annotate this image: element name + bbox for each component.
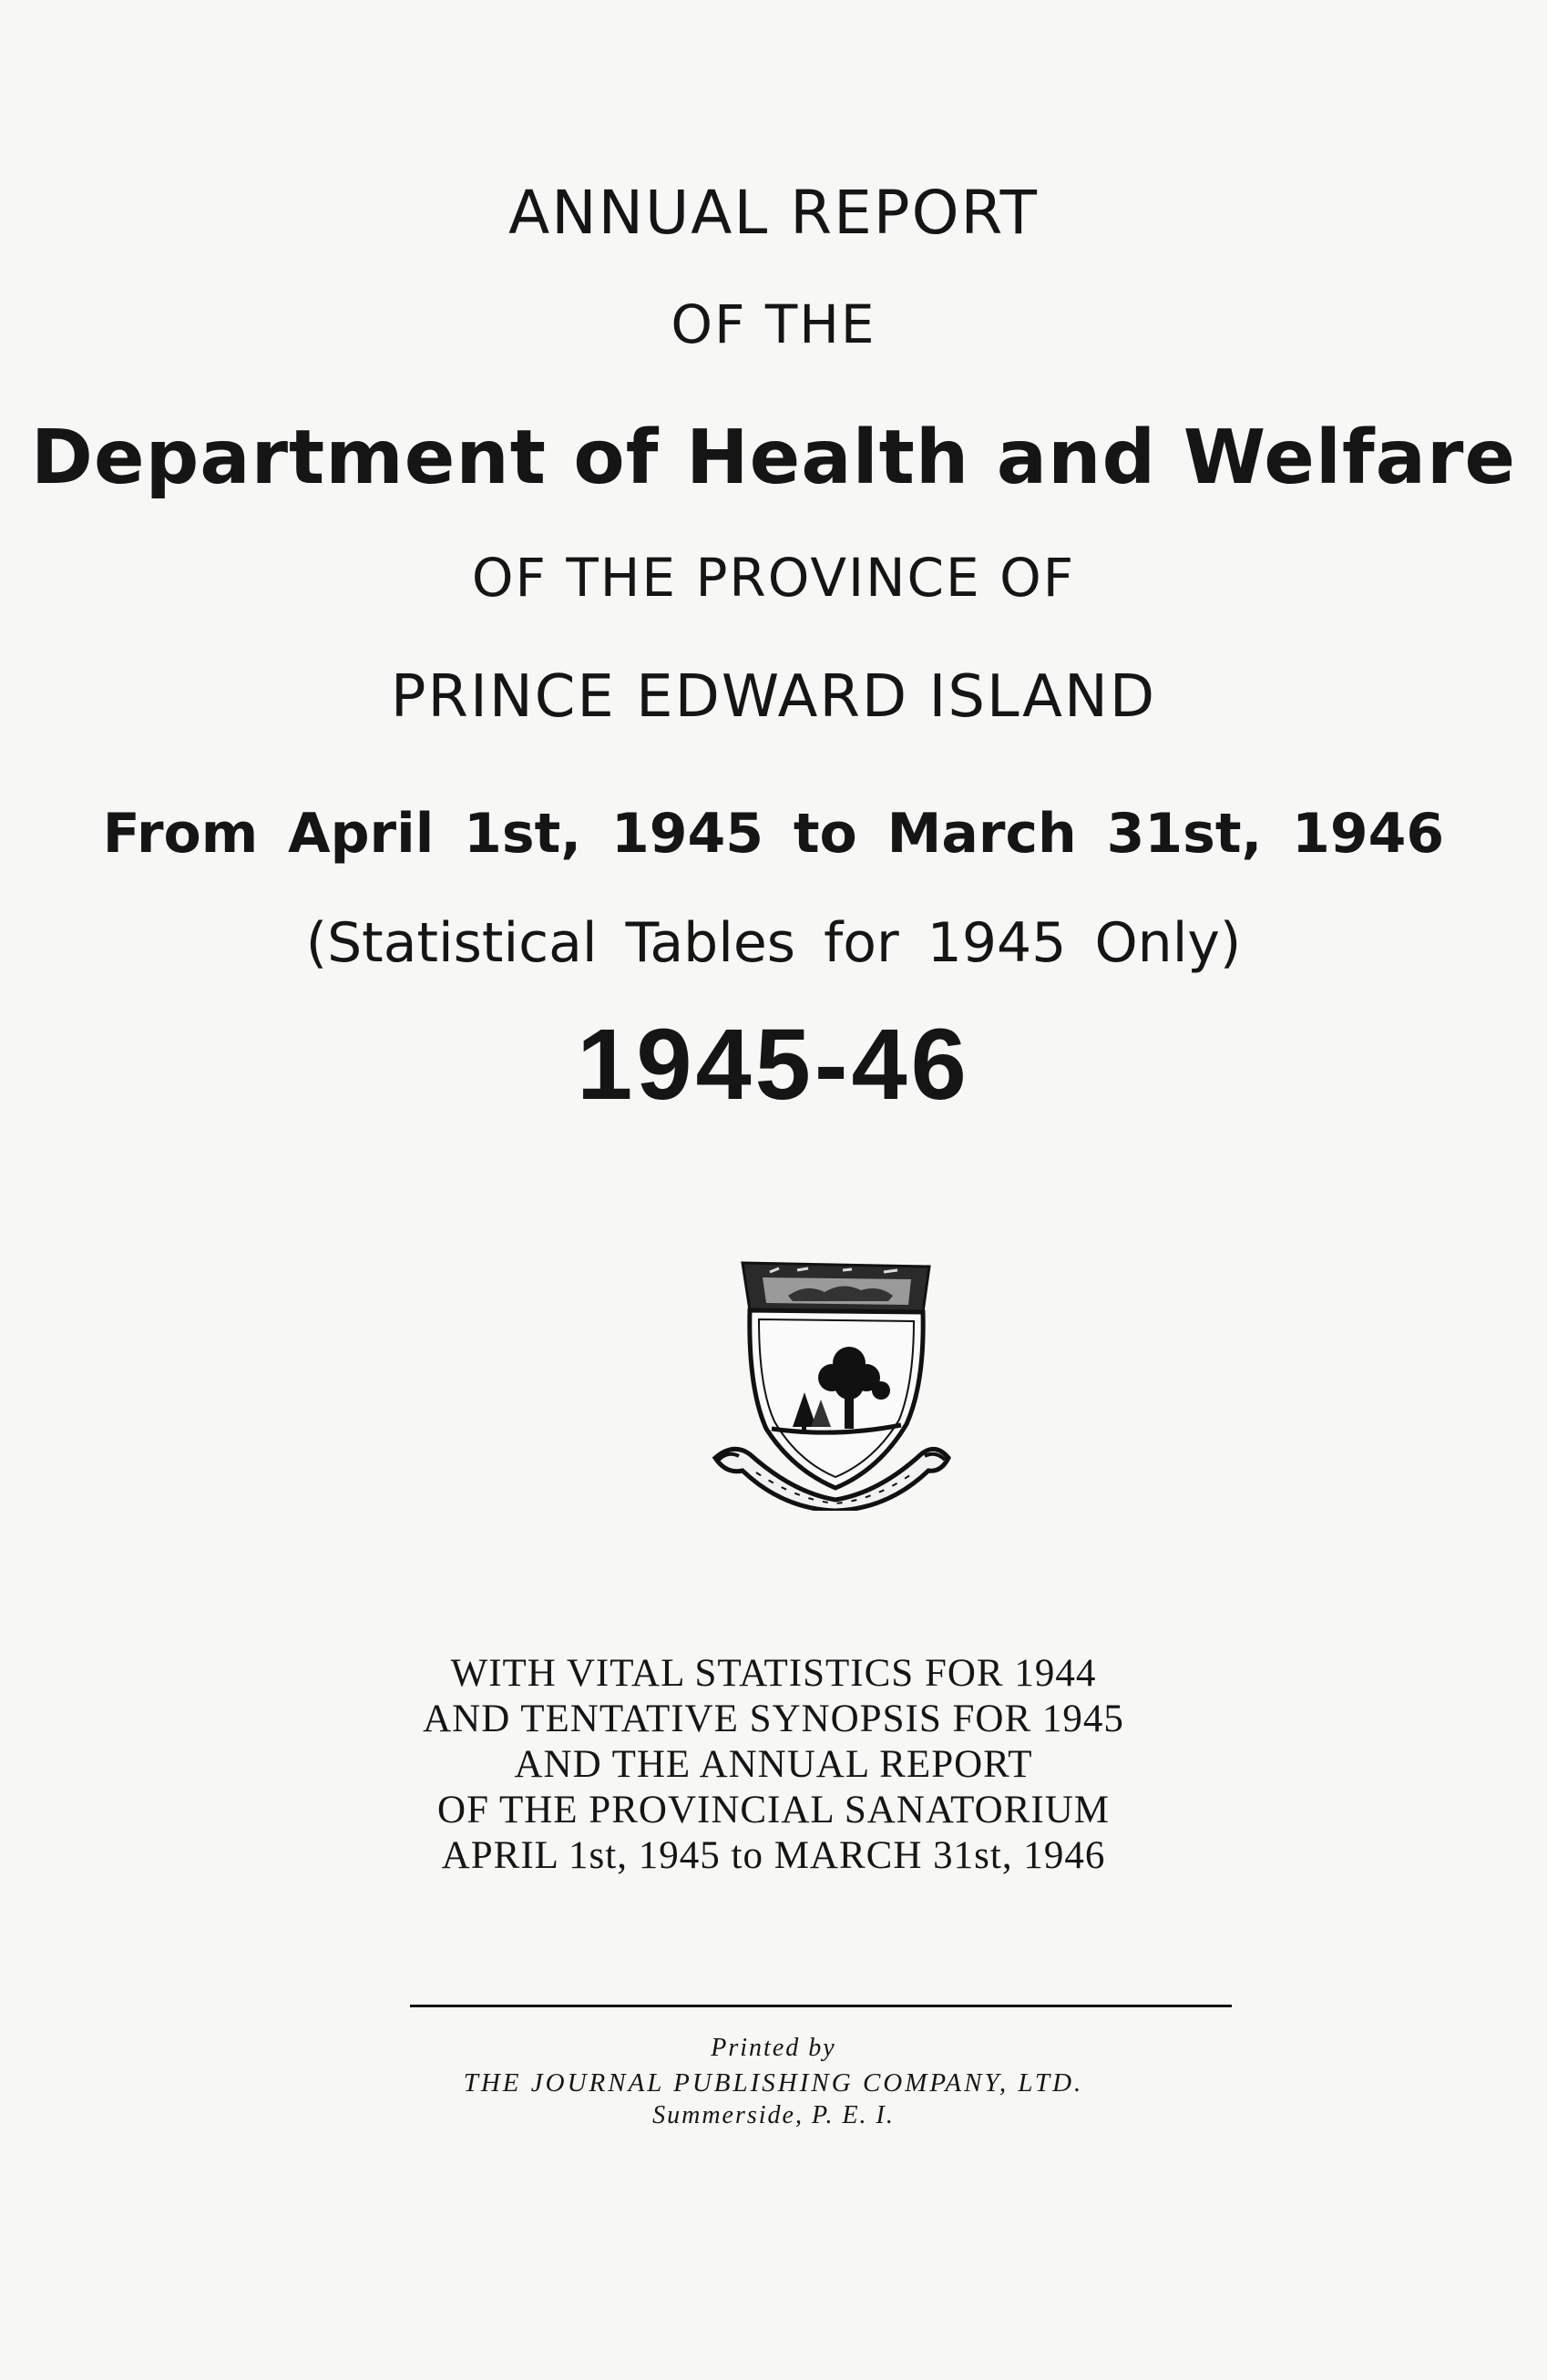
horizontal-rule (410, 2005, 1232, 2007)
publisher-location: Summerside, P. E. I. (652, 2101, 895, 2129)
subtitle-line: AND THE ANNUAL REPORT (514, 1743, 1033, 1786)
title-department-name: Department of Health and Welfare (30, 415, 1517, 501)
report-year: 1945-46 (577, 1009, 970, 1121)
subtitle-line: WITH VITAL STATISTICS FOR 1944 (450, 1652, 1097, 1695)
report-period: From April 1st, 1945 to March 31st, 1946 (102, 802, 1445, 866)
subtitle-line: OF THE PROVINCIAL SANATORIUM (437, 1789, 1110, 1831)
printed-by-label: Printed by (711, 2034, 836, 2062)
title-of-the: OF THE (671, 293, 876, 355)
subtitle-line: AND TENTATIVE SYNOPSIS FOR 1945 (423, 1698, 1124, 1740)
coat-of-arms-icon (706, 1256, 952, 1511)
statistical-tables-note: (Statistical Tables for 1945 Only) (305, 911, 1242, 975)
subtitle-line: APRIL 1st, 1945 to MARCH 31st, 1946 (441, 1834, 1106, 1877)
title-annual-report: ANNUAL REPORT (508, 178, 1039, 248)
title-of-the-province-of: OF THE PROVINCE OF (471, 547, 1076, 609)
publisher-name: THE JOURNAL PUBLISHING COMPANY, LTD. (463, 2068, 1084, 2098)
title-province-name: PRINCE EDWARD ISLAND (390, 663, 1157, 731)
